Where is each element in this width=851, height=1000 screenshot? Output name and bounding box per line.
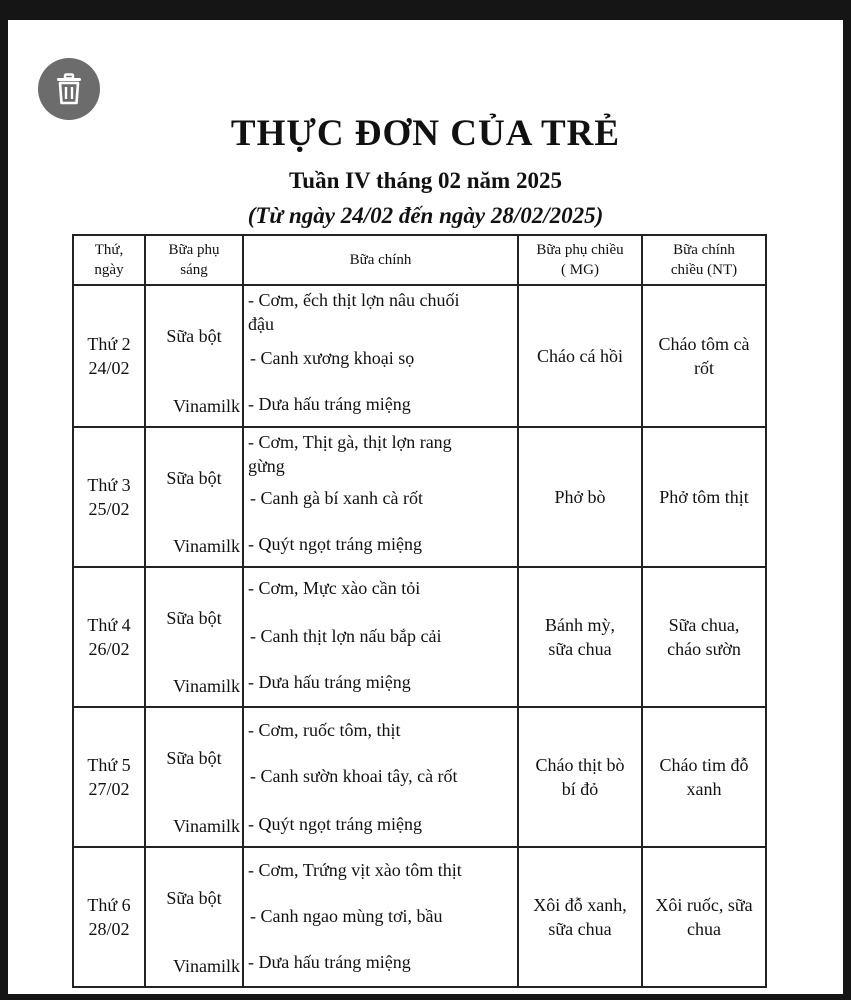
header-day: Thứ, ngày: [73, 235, 145, 285]
afternoon-main-nt-cell: Sữa chua, cháo sườn: [642, 567, 766, 707]
date-range: (Từ ngày 24/02 đến ngày 28/02/2025): [247, 203, 604, 228]
trash-icon: [54, 73, 84, 105]
afternoon-snack-mg-cell: Cháo thịt bò bí đỏ: [518, 707, 642, 847]
table-row: [73, 427, 766, 567]
afternoon-main-nt-cell: Phở tôm thịt: [642, 427, 766, 567]
header-main-meal: Bữa chính: [243, 235, 518, 285]
week-subtitle: Tuần IV tháng 02 năm 2025: [289, 168, 562, 193]
main-meal-cell: - Cơm, Mực xào cần tỏi - Canh thịt lợn nấu bắp cải - Dưa hấu tráng miệng: [243, 567, 518, 707]
day-cell: Thứ 2 24/02: [73, 285, 145, 427]
afternoon-main-nt-cell: Xôi ruốc, sữa chua: [642, 847, 766, 987]
header-afternoon-main-nt: Bữa chính chiều (NT): [642, 235, 766, 285]
afternoon-snack-mg-cell: Phở bò: [518, 427, 642, 567]
table-row: [73, 285, 766, 427]
viewer-bottom-edge: [0, 994, 851, 1000]
day-cell: Thứ 6 28/02: [73, 847, 145, 987]
table-row: [73, 847, 766, 987]
morning-snack-cell: Sữa bột Vinamilk: [145, 427, 243, 567]
viewer-top-bar: [0, 0, 851, 20]
main-meal-cell: - Cơm, Thịt gà, thịt lợn rang gừng - Canh gà bí xanh cà rốt - Quýt ngọt tráng miệng: [243, 427, 518, 567]
header-morning-snack: Bữa phụ sáng: [145, 235, 243, 285]
main-meal-cell: - Cơm, Trứng vịt xào tôm thịt - Canh ngao mùng tơi, bầu - Dưa hấu tráng miệng: [243, 847, 518, 987]
afternoon-snack-mg-cell: Xôi đỗ xanh, sữa chua: [518, 847, 642, 987]
day-cell: Thứ 5 27/02: [73, 707, 145, 847]
menu-table: [72, 234, 767, 988]
delete-button[interactable]: [38, 58, 100, 120]
day-cell: Thứ 4 26/02: [73, 567, 145, 707]
morning-snack-cell: Sữa bột Vinamilk: [145, 567, 243, 707]
afternoon-snack-mg-cell: Cháo cá hồi: [518, 285, 642, 427]
header-afternoon-snack-mg: Bữa phụ chiều ( MG): [518, 235, 642, 285]
day-cell: Thứ 3 25/02: [73, 427, 145, 567]
afternoon-main-nt-cell: Cháo tôm cà rốt: [642, 285, 766, 427]
morning-snack-cell: Sữa bột Vinamilk: [145, 285, 243, 427]
main-meal-cell: - Cơm, ếch thịt lợn nâu chuối đậu - Canh xương khoại sọ - Dưa hấu tráng miệng: [243, 285, 518, 427]
table-row: [73, 707, 766, 847]
table-header-row: [73, 235, 766, 285]
morning-snack-cell: Sữa bột Vinamilk: [145, 847, 243, 987]
menu-title: THỰC ĐƠN CỦA TRẺ: [230, 113, 621, 154]
afternoon-snack-mg-cell: Bánh mỳ, sữa chua: [518, 567, 642, 707]
main-meal-cell: - Cơm, ruốc tôm, thịt - Canh sườn khoai tây, cà rốt - Quýt ngọt tráng miệng: [243, 707, 518, 847]
afternoon-main-nt-cell: Cháo tim đỗ xanh: [642, 707, 766, 847]
morning-snack-cell: Sữa bột Vinamilk: [145, 707, 243, 847]
table-row: [73, 567, 766, 707]
